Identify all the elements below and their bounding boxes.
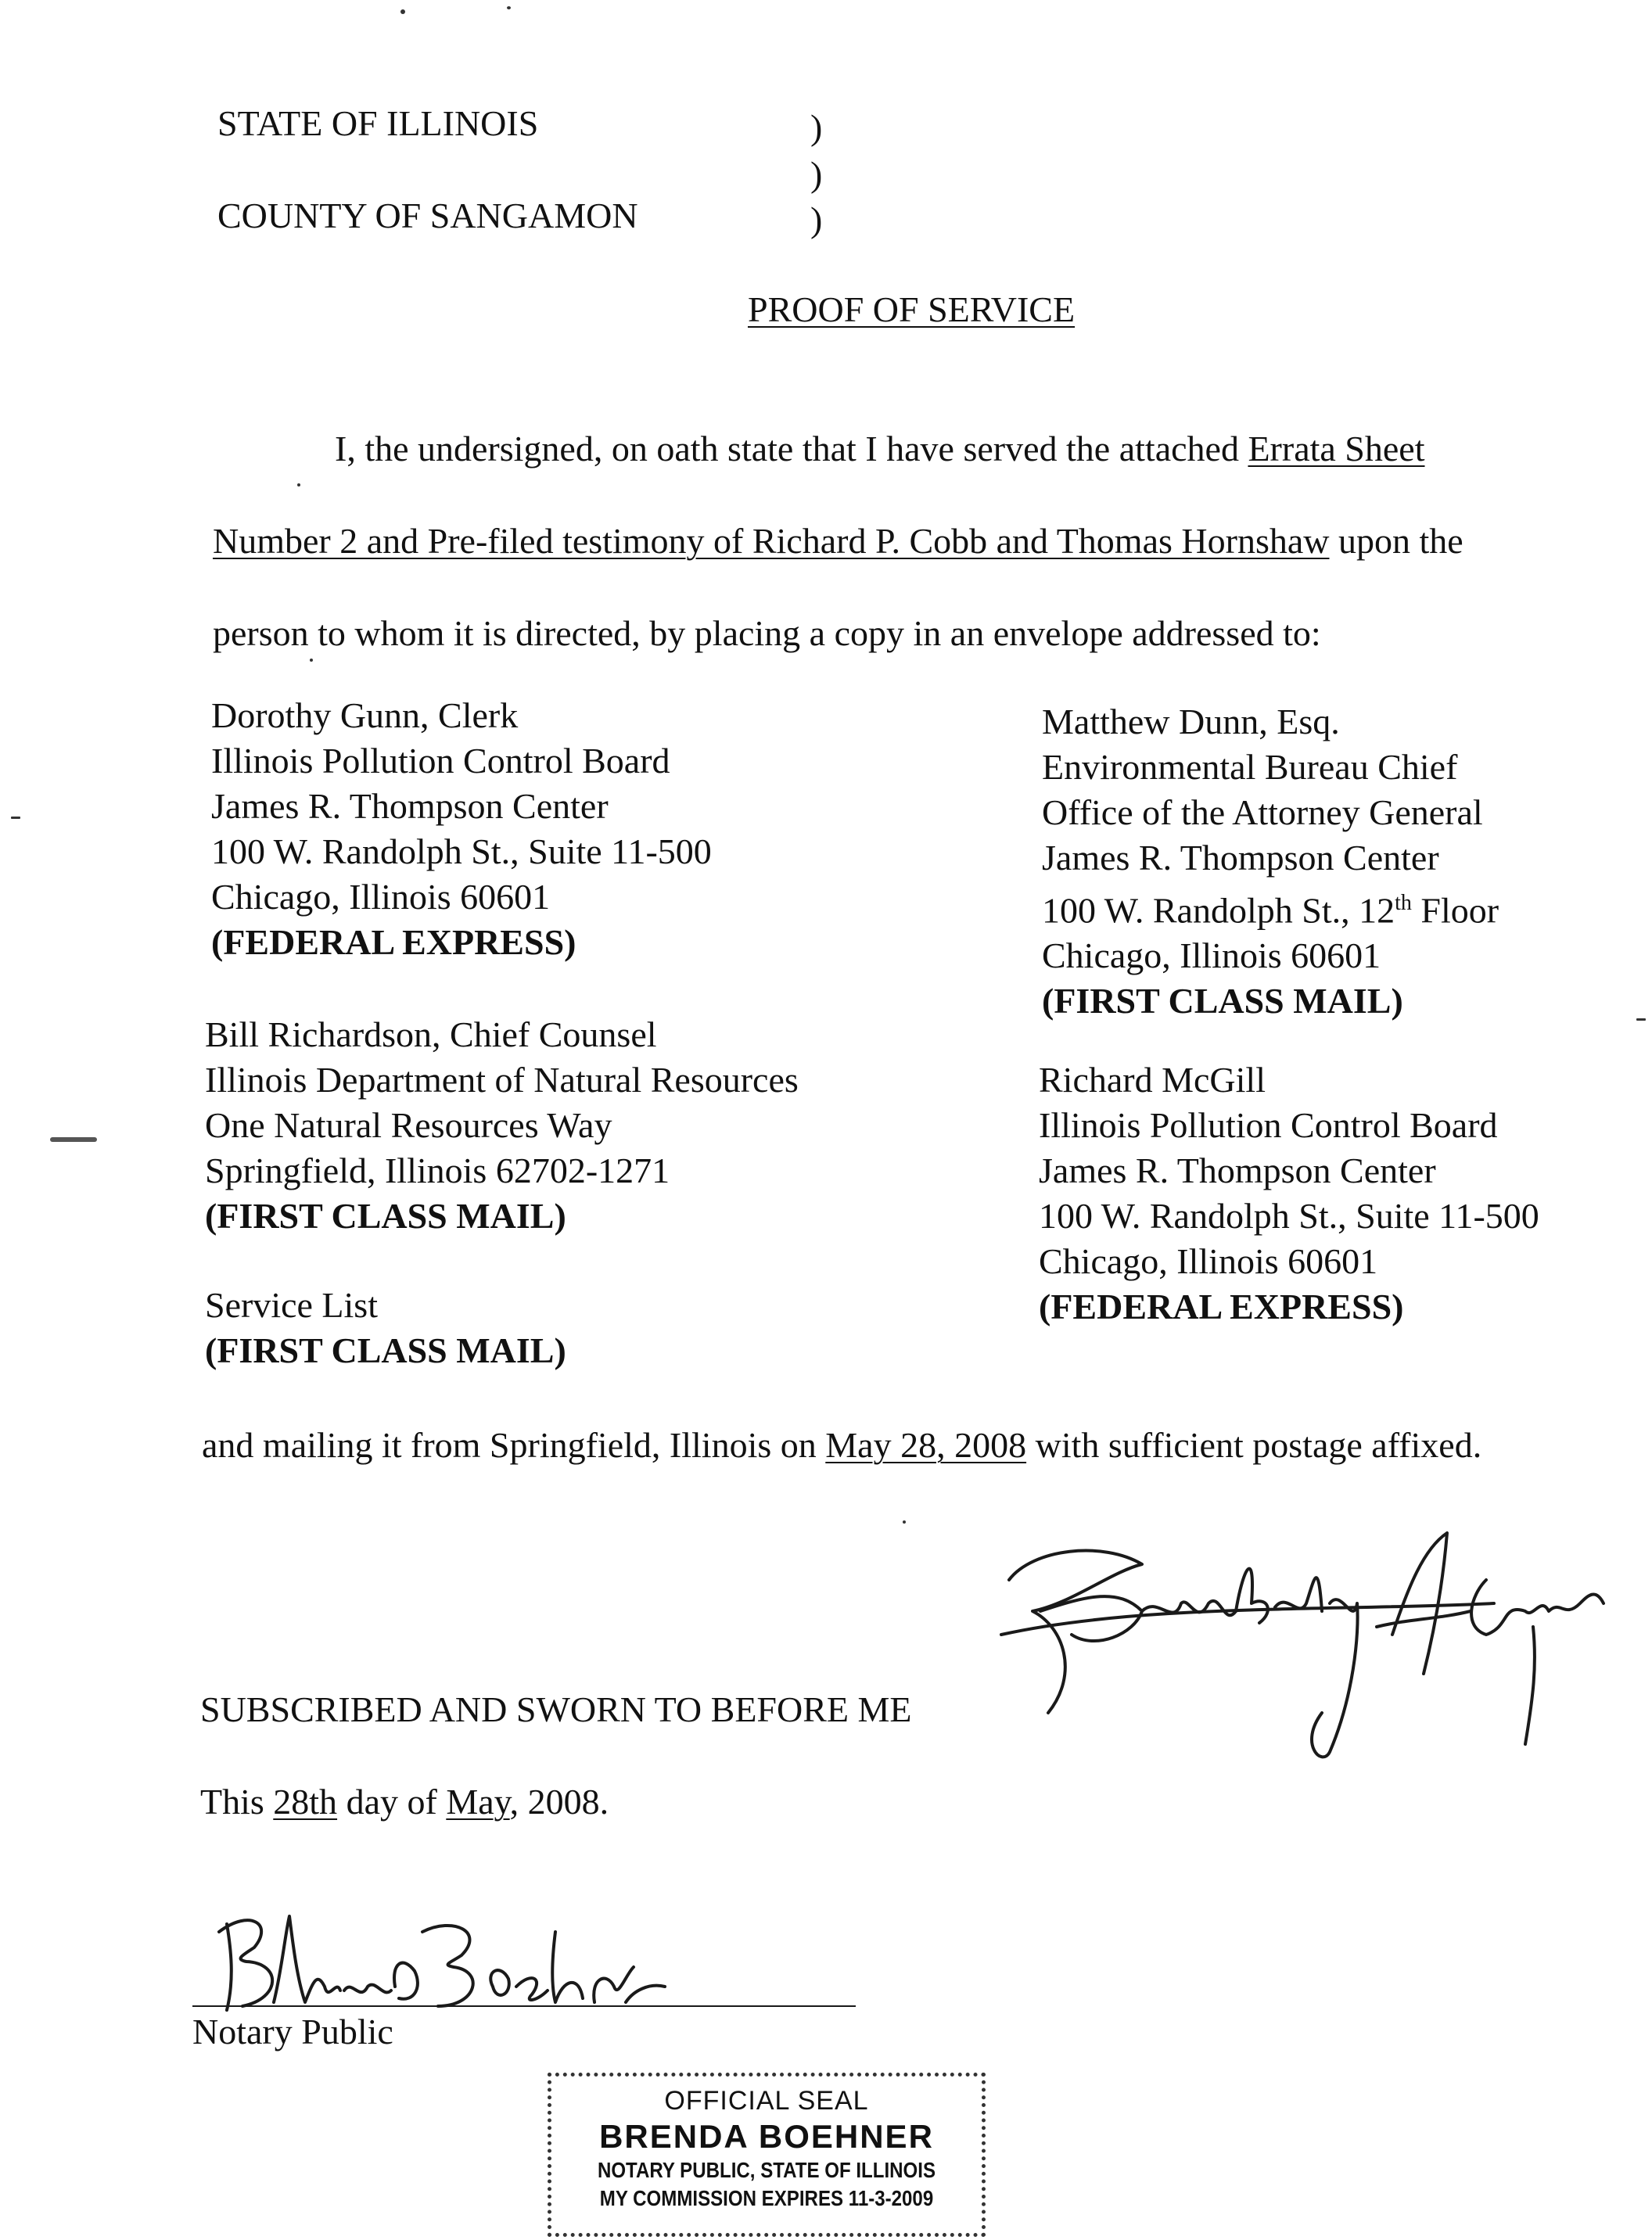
body-line-3: person to whom it is directed, by placing a copy in an envelope addressed to: [213, 613, 1321, 653]
notary-signature [188, 1901, 688, 2026]
jurat-month: May [446, 1782, 510, 1822]
address-line: Chicago, Illinois 60601 [211, 877, 551, 917]
address-line: 100 W. Randolph St., Suite 11-500 [1039, 1196, 1539, 1236]
seal-commission-expiry: MY COMMISSION EXPIRES 11-3-2009 [599, 2186, 934, 2210]
address-line: Richard McGill [1039, 1060, 1266, 1100]
scan-speck [1636, 1018, 1646, 1021]
served-document-part-1: Errata Sheet [1248, 429, 1425, 468]
address-line: Dorothy Gunn, Clerk [211, 695, 519, 735]
seal-heading: OFFICIAL SEAL [664, 2086, 869, 2116]
delivery-method: (FEDERAL EXPRESS) [1039, 1287, 1404, 1326]
delivery-method: (FIRST CLASS MAIL) [205, 1330, 566, 1370]
address-line: 100 W. Randolph St., Suite 11-500 [211, 831, 712, 871]
mailing-date: May 28, 2008 [825, 1425, 1027, 1465]
server-signature [986, 1517, 1611, 1775]
seal-jurisdiction: NOTARY PUBLIC, STATE OF ILLINOIS [597, 2158, 936, 2182]
notary-signature-line [192, 2005, 856, 2007]
address-line: Illinois Department of Natural Resources [205, 1060, 799, 1100]
caption-paren-3: ) [810, 199, 823, 239]
scan-speck [310, 659, 313, 662]
address-line: Chicago, Illinois 60601 [1039, 1241, 1378, 1281]
address-line: Service List [205, 1285, 378, 1325]
delivery-method: (FIRST CLASS MAIL) [205, 1196, 566, 1236]
document-title: PROOF OF SERVICE [748, 289, 1076, 329]
scan-speck [50, 1137, 97, 1142]
address-line-floor: 100 W. Randolph St., 12th Floor [1042, 890, 1499, 931]
address-line: Environmental Bureau Chief [1042, 747, 1458, 787]
mailing-statement: and mailing it from Springfield, Illinois on May 28, 2008 with sufficient postage affixed. [202, 1425, 1482, 1465]
scan-speck [11, 817, 20, 819]
address-line: Illinois Pollution Control Board [211, 741, 670, 781]
recipient-dorothy-gunn [211, 693, 712, 965]
notary-public-label: Notary Public [192, 2012, 393, 2052]
jurat-subscribed: SUBSCRIBED AND SWORN TO BEFORE ME [200, 1689, 912, 1729]
caption-paren-2: ) [810, 154, 823, 194]
address-line: One Natural Resources Way [205, 1105, 612, 1145]
address-line: James R. Thompson Center [1042, 838, 1439, 878]
seal-notary-name: BRENDA BOEHNER [599, 2118, 934, 2155]
address-line: Bill Richardson, Chief Counsel [205, 1014, 657, 1054]
address-line: Springfield, Illinois 62702-1271 [205, 1151, 670, 1190]
address-line: Office of the Attorney General [1042, 792, 1483, 832]
address-line: Matthew Dunn, Esq. [1042, 702, 1340, 741]
venue-county: COUNTY OF SANGAMON [217, 196, 638, 235]
caption-paren-1: ) [810, 107, 823, 147]
official-notary-seal [548, 2073, 986, 2237]
address-line: Chicago, Illinois 60601 [1042, 935, 1381, 976]
address-line: Illinois Pollution Control Board [1039, 1105, 1498, 1145]
scan-speck [297, 483, 300, 486]
body-line-1 [335, 429, 1425, 470]
venue-state: STATE OF ILLINOIS [217, 103, 539, 143]
body-line-2 [213, 521, 1463, 562]
address-line: James R. Thompson Center [211, 786, 609, 826]
jurat-day: 28th [273, 1782, 338, 1822]
scan-speck [507, 6, 511, 9]
scan-speck [400, 9, 405, 14]
recipient-matthew-dunn [1042, 699, 1499, 1024]
address-line: James R. Thompson Center [1039, 1151, 1436, 1190]
delivery-method: (FEDERAL EXPRESS) [211, 922, 576, 962]
delivery-method: (FIRST CLASS MAIL) [1042, 981, 1403, 1021]
recipient-bill-richardson [205, 1012, 799, 1239]
intro-prefix: I, the undersigned, on oath state that I have served the attached [335, 429, 1248, 468]
after-document: upon the [1329, 521, 1463, 561]
recipient-service-list [205, 1283, 566, 1373]
jurat-date: This 28th day of May, 2008. [200, 1782, 609, 1822]
recipient-richard-mcgill [1039, 1057, 1539, 1330]
served-document-part-2: Number 2 and Pre-filed testimony of Richard P. Cobb and Thomas Hornshaw [213, 521, 1330, 561]
scan-speck [903, 1520, 906, 1524]
